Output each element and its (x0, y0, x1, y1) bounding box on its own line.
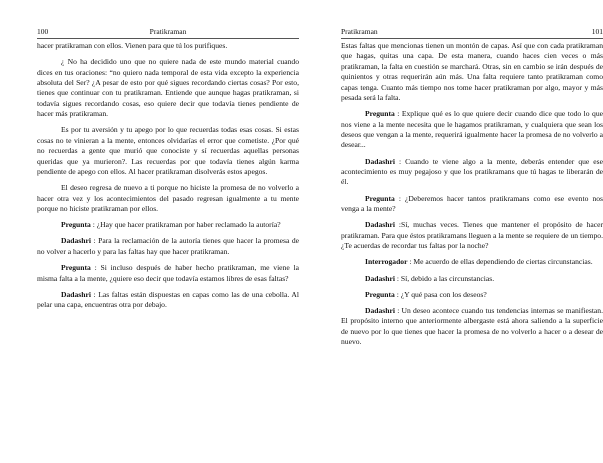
dialogue-paragraph: Interrogador : Me acuerdo de ellas dependiendo de ciertas circunstancias. (365, 257, 593, 267)
paragraph: hacer pratikraman con ellos. Vienen para que tú los purifiques. (37, 41, 228, 50)
speaker-label: Dadashri (61, 236, 91, 246)
dialogue-paragraph: Dadashri : Cuando te viene algo a la mente, deberás entender que ese acontecimiento es muy pegajoso y que los pratikramans que tú hagas te liberarán de él. (341, 156, 603, 187)
speaker-label: Dadashri (61, 289, 91, 299)
speaker-label: Interrogador (365, 257, 408, 267)
right-page-body (341, 41, 603, 353)
dialogue-paragraph: Pregunta : ¿Y qué pasa con los deseos? (365, 289, 487, 299)
right-page-header (341, 27, 603, 37)
running-head: Pratikraman (341, 27, 378, 36)
dialogue-paragraph: Dadashri :Sí, muchas veces. Tienes que mantener el propósito de hacer pratikraman. Para que éstos pratikramans lleguen a la mente se requiere de un tiempo. ¿Te acuerdas de recordar tus faltas por la noche? (341, 220, 603, 251)
speaker-label: Pregunta (61, 220, 91, 230)
speaker-label: Dadashri (365, 156, 395, 166)
page-number: 101 (591, 27, 603, 36)
dialogue-paragraph: Dadashri : Sí, debido a las circunstancias. (365, 273, 495, 283)
header-rule (37, 38, 299, 39)
right-page (341, 0, 603, 463)
speaker-label: Pregunta (365, 193, 395, 203)
left-page-body (37, 41, 299, 316)
paragraph: Estas faltas que mencionas tienen un montón de capas. Así que con cada pratikraman que hagas, quitas una capa. De esta manera, cuando haces cien veces o más pratikraman, la falta en cuestión se marchará. Otras, sin en cambio se irán después de quinientos y otras requerirán aún más. Una falta requiere tanto pratikraman como capas tenga. Cuanto más tiempo nos tome hacer pratikraman por algo, mayor y más pesada será la falta. (341, 41, 603, 103)
dialogue-paragraph: Pregunta : ¿Hay que hacer pratikraman por haber reclamado la autoría? (61, 220, 281, 230)
speaker-label: Pregunta (365, 289, 395, 299)
paragraph: Es por tu aversión y tu apego por lo que recuerdas todas esas cosas. Si estas cosas no te vinieran a la mente, entonces olvidarías el error que cometiste. ¿Por qué no recuerdas a gente que murió que conociste y sí recuerdas aquellas personas queridas que ya murieron?. Las recuerdas por que todavía tienes algún karma pendiente de apego con ellos. Al hacer pratikraman disolverás estos apegos. (37, 125, 299, 177)
speaker-label: Dadashri (365, 220, 395, 230)
dialogue-paragraph: Dadashri : Las faltas están dispuestas en capas como las de una cebolla. Al pelar una capa, encuentras otra por debajo. (37, 289, 299, 310)
dialogue-paragraph: Dadashri : Para la reclamación de la autoría tienes que hacer la promesa de no volver a hacerlo y para las faltas hay que hacer pratikraman. (37, 236, 299, 256)
left-page (37, 0, 299, 463)
dialogue-paragraph: Dadashri : Un deseo acontece cuando tus tendencias internas se manifiestan. El propósito interno que anteriormente albergaste está ahora saliendo a la superficie de nuevo por lo que tienes que hacer la promesa de no volverlo a hacer o a desear de nuevo. (341, 305, 603, 347)
running-head: Pratikraman (149, 27, 187, 36)
page-number: 100 (37, 27, 49, 36)
paragraph: El deseo regresa de nuevo a ti porque no hiciste la promesa de no volverlo a hacer otra vez y los acontecimientos del pasado regresan igualmente a tu mente porque no hiciste pratikraman por ellos. (37, 183, 299, 214)
speaker-label: Pregunta (365, 109, 395, 119)
paragraph: ¿ No ha decidido uno que no quiere nada de este mundo material cuando dices en tus oraciones: “no quiero nada temporal de esta vida excepto la experiencia absoluta del Ser? ¿A pesar de esto por qué sigues recordando ciertas cosas? Por esto, tienes que continuar con tu pratikraman. Entiende que aunque hagas pratikraman, si todavía sigues recordando cosas, eso quiere decir que todavía tienes pendiente de hacer más pratikraman. (37, 57, 299, 119)
dialogue-paragraph: Pregunta : ¿Deberemos hacer tantos pratikramans como ese evento nos venga a la mente? (341, 193, 603, 214)
dialogue-paragraph: Pregunta : Si incluso después de haber hecho pratikraman, me viene la misma falta a la mente, ¿quiere eso decir que todavía estamos libres de esas faltas? (37, 263, 299, 283)
left-page-header (37, 27, 299, 37)
header-rule (341, 38, 603, 39)
speaker-label: Pregunta (61, 263, 91, 273)
speaker-label: Dadashri (365, 273, 395, 283)
dialogue-paragraph: Pregunta : Explique qué es lo que quiere decir cuando dice que todo lo que nos viene a la mente necesita que le hagamos pratikraman, y cualquiera que sean los deseos que vengan a la mente, requerirá igualmente hacer la promesa de no volverlo a desear... (341, 109, 603, 150)
speaker-label: Dadashri (365, 305, 395, 315)
